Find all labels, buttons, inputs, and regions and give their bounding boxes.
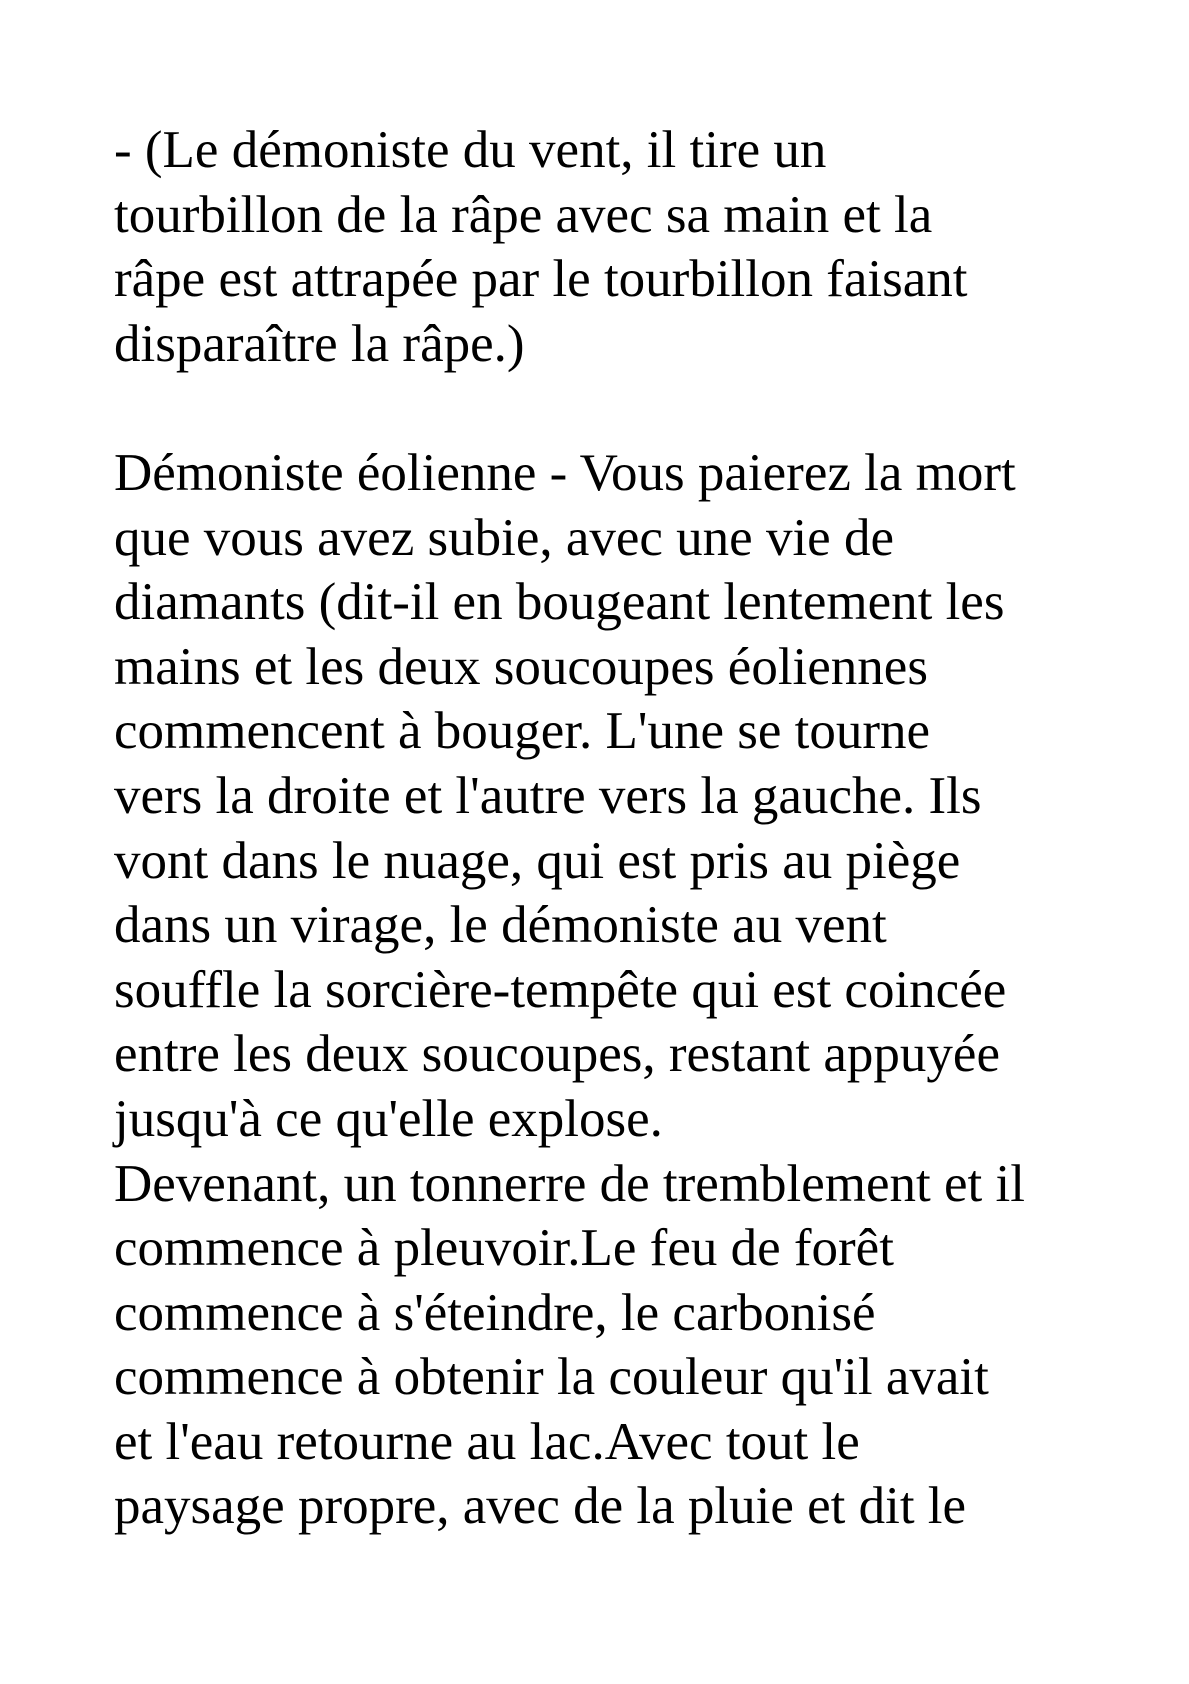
text-line: mains et les deux soucoupes éoliennes [114,637,928,696]
paragraph-1 [114,118,1114,376]
text-line: et l'eau retourne au lac.Avec tout le [114,1412,860,1471]
text-line: souffle la sorcière-tempête qui est coincée [114,960,1007,1019]
text-line: paysage propre, avec de la pluie et dit le [114,1477,967,1536]
text-line: que vous avez subie, avec une vie de [114,508,894,567]
text-line: tourbillon de la râpe avec sa main et la [114,185,933,244]
paragraph-2 [114,441,1114,1539]
text-line: râpe est attrapée par le tourbillon faisant [114,250,968,309]
document-body [114,118,1114,1539]
text-line: - (Le démoniste du vent, il tire un [114,121,827,179]
text-line: dans un virage, le démoniste au vent [114,896,887,955]
text-line: commencent à bouger. L'une se tourne [114,702,931,761]
text-line: jusqu'à ce qu'elle explose. [114,1089,663,1148]
paragraph-spacer [114,376,1114,441]
text-line: Démoniste éolienne - Vous paierez la mort [114,443,1016,502]
text-line: entre les deux soucoupes, restant appuyée [114,1025,1000,1084]
text-line: vont dans le nuage, qui est pris au piège [114,831,961,890]
text-line: commence à s'éteindre, le carbonisé [114,1283,876,1342]
text-line: commence à pleuvoir.Le feu de forêt [114,1219,894,1278]
text-line: commence à obtenir la couleur qu'il avait [114,1348,989,1407]
text-line: vers la droite et l'autre vers la gauche. Ils [114,766,982,825]
text-line: disparaître la râpe.) [114,314,525,373]
text-line: diamants (dit-il en bougeant lentement les [114,573,1005,632]
text-line: Devenant, un tonnerre de tremblement et il [114,1154,1025,1213]
